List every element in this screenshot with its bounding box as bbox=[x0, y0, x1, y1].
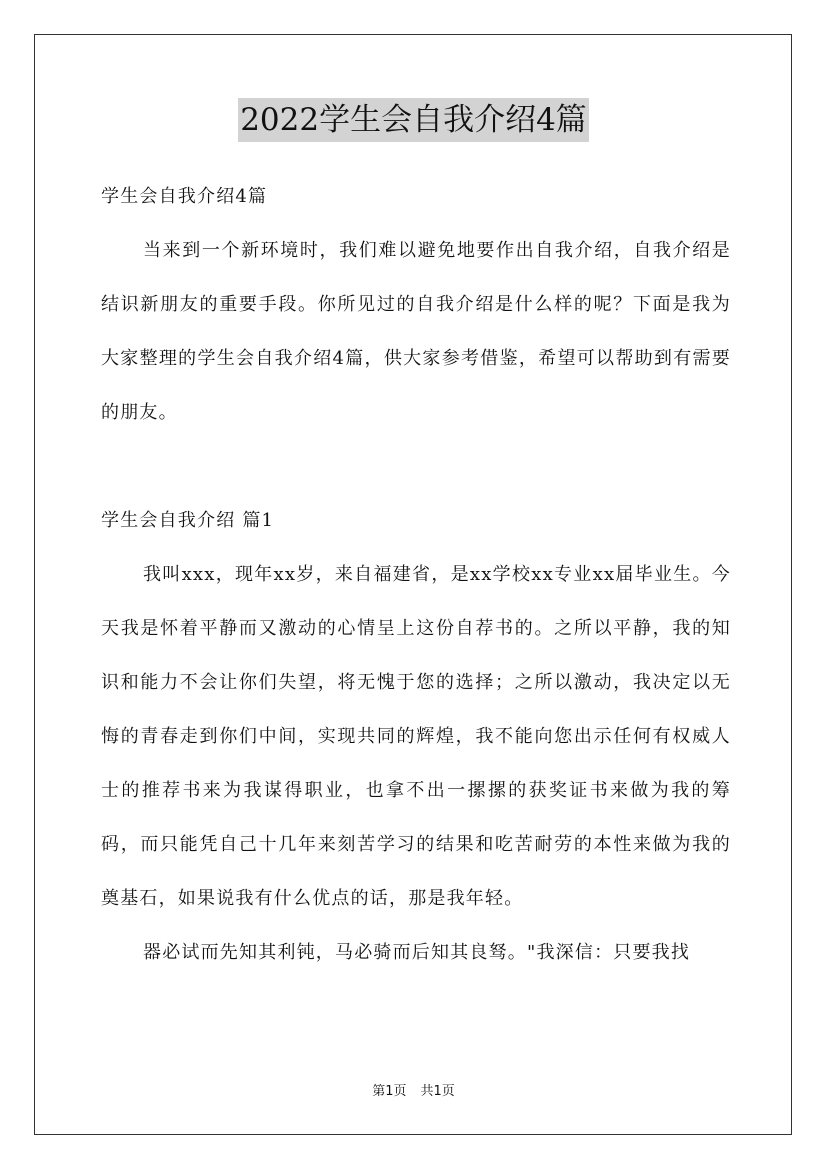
page-footer bbox=[0, 1083, 827, 1101]
section-heading: 学生会自我介绍 篇1 bbox=[101, 510, 275, 531]
intro-paragraph: 当来到一个新环境时，我们难以避免地要作出自我介绍，自我介绍是结识新朋友的重要手段。你所见过的自我介绍是什么样的呢？下面是我为大家整理的学生会自我介绍4篇，供大家参考借鉴，希望可以帮助到有需要的朋友。 bbox=[101, 240, 731, 423]
title-container bbox=[0, 98, 827, 142]
page-total: 共1页 bbox=[420, 1084, 455, 1099]
section-paragraph: 我叫xxx，现年xx岁，来自福建省，是xx学校xx专业xx届毕业生。今天我是怀着平静而又激动的心情呈上这份自荐书的。之所以平静，我的知识和能力不会让你们失望，将无愧于您的选择；之所以激动，我决定以无悔的青春走到你们中间，实现共同的辉煌，我不能向您出示任何有权威人士的推荐书来为我谋得职业，也拿不出一摞摞的获奖证书来做为我的筹码，而只能凭自己十几年来刻苦学习的结果和吃苦耐劳的本性来做为我的奠基石，如果说我有什么优点的话，那是我年轻。 bbox=[101, 564, 731, 909]
document-body bbox=[101, 170, 731, 980]
section-spacer bbox=[101, 440, 731, 494]
document-title: 2022学生会自我介绍4篇 bbox=[238, 98, 589, 142]
section-paragraph-continued: 器必试而先知其利钝，马必骑而后知其良驽。"我深信：只要我找 bbox=[143, 942, 691, 963]
document-subtitle: 学生会自我介绍4篇 bbox=[101, 186, 268, 207]
page-number: 第1页 bbox=[372, 1084, 407, 1099]
